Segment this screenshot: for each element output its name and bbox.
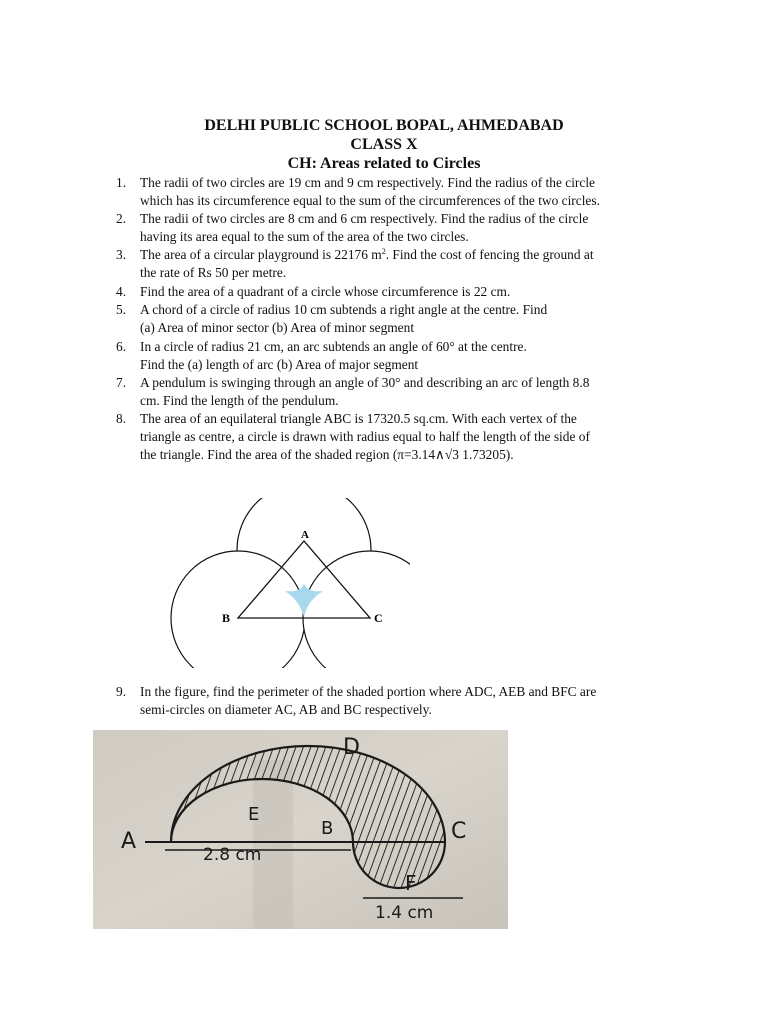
question-5	[116, 301, 676, 337]
question-number: 7.	[116, 375, 127, 390]
question-number: 4.	[116, 284, 127, 299]
label-d: D	[343, 735, 360, 760]
question-number: 5.	[116, 302, 127, 317]
question-text: cm. Find the length of the pendulum.	[140, 393, 339, 409]
question-text-part: . Find the cost of fencing the ground at	[385, 247, 594, 262]
question-text: the triangle. Find the area of the shaded region (π=3.14∧√3 1.73205).	[140, 447, 514, 463]
vertex-label-a: A	[301, 529, 309, 541]
question-number: 1.	[116, 175, 127, 190]
question-text: semi-circles on diameter AC, AB and BC respectively.	[140, 702, 432, 718]
question-text: The radii of two circles are 8 cm and 6 cm respectively. Find the radius of the circle	[140, 211, 589, 226]
question-text: triangle as centre, a circle is drawn with radius equal to half the length of the side of	[140, 429, 590, 445]
school-name: DELHI PUBLIC SCHOOL BOPAL, AHMEDABAD	[204, 117, 564, 134]
question-text: the rate of Rs 50 per metre.	[140, 265, 287, 281]
question-number: 6.	[116, 339, 127, 354]
vertex-label-b: B	[222, 611, 231, 625]
question-text: A chord of a circle of radius 10 cm subtends a right angle at the centre. Find	[140, 302, 548, 317]
question-3	[116, 246, 676, 282]
question-number: 2.	[116, 211, 127, 226]
question-1	[116, 174, 676, 210]
question-text: which has its circumference equal to the sum of the circumferences of the two circles.	[140, 193, 600, 209]
label-e: E	[248, 804, 260, 825]
label-a: A	[121, 829, 137, 854]
question-text: The radii of two circles are 19 cm and 9 cm respectively. Find the radius of the circle	[140, 175, 595, 190]
question-2	[116, 210, 676, 246]
question-text: (a) Area of minor sector (b) Area of minor segment	[140, 320, 415, 336]
question-text: Find the (a) length of arc (b) Area of major segment	[140, 357, 419, 373]
question-4	[116, 283, 676, 301]
vertex-label-c: C	[374, 611, 383, 625]
dimension-ab: 2.8 cm	[203, 845, 262, 865]
question-number: 3.	[116, 247, 127, 262]
question-number: 8.	[116, 411, 127, 426]
question-8	[116, 410, 676, 465]
chapter-title: CH: Areas related to Circles	[287, 155, 481, 172]
question-text: The area of an equilateral triangle ABC is 17320.5 sq.cm. With each vertex of the	[140, 411, 577, 426]
dimension-bc: 1.4 cm	[375, 903, 434, 923]
label-f: F	[405, 871, 417, 895]
question-text: In a circle of radius 21 cm, an arc subtends an angle of 60° at the centre.	[140, 339, 527, 354]
question-text: In the figure, find the perimeter of the shaded portion where ADC, AEB and BFC are	[140, 684, 597, 699]
question-text-part: The area of a circular playground is 22176 m	[140, 247, 382, 262]
three-circles-figure	[170, 498, 410, 668]
question-7	[116, 374, 676, 410]
question-text: A pendulum is swinging through an angle of 30° and describing an arc of length 8.8	[140, 375, 590, 390]
label-c: C	[451, 819, 467, 844]
superscript: 2	[381, 247, 386, 256]
question-number: 9.	[116, 684, 127, 699]
class-title: CLASS X	[350, 136, 418, 153]
question-9	[116, 683, 676, 719]
question-text: Find the area of a quadrant of a circle whose circumference is 22 cm.	[140, 284, 511, 299]
question-6	[116, 338, 676, 374]
question-text	[116, 246, 676, 264]
semicircle-figure-photo	[93, 730, 508, 929]
question-text: having its area equal to the sum of the area of the two circles.	[140, 229, 469, 245]
label-b: B	[321, 818, 334, 839]
